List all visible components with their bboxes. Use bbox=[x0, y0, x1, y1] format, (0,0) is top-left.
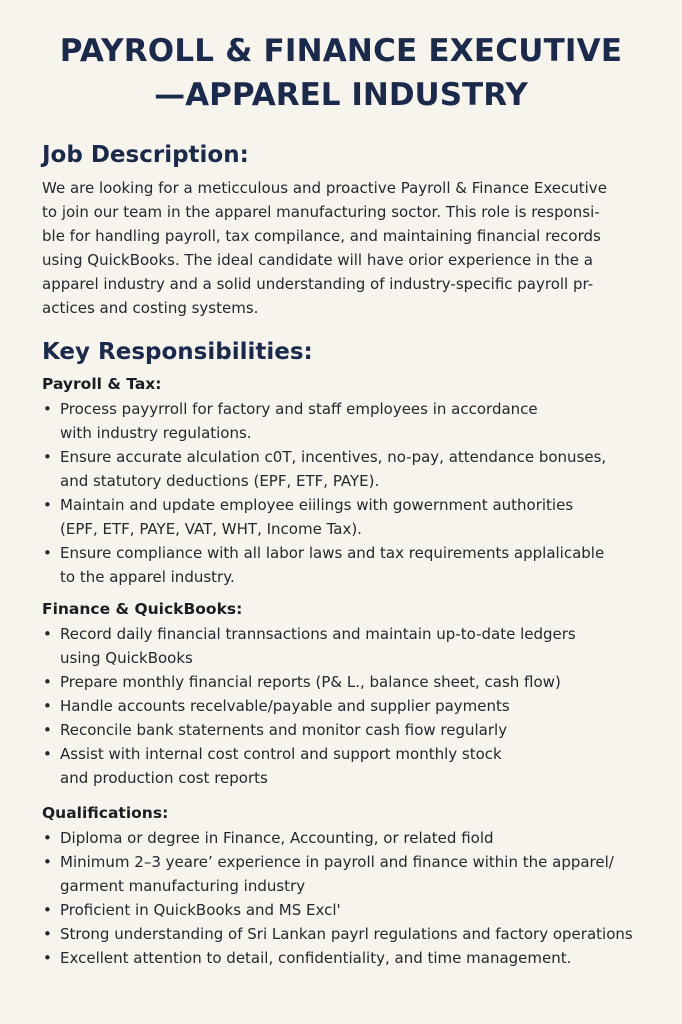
list-item bbox=[42, 718, 672, 742]
list-item-line: (EPF, ETF, PAYE, VAT, WHT, Income Tax). bbox=[60, 520, 362, 538]
job-description-heading: Job Description: bbox=[42, 142, 249, 168]
list-item bbox=[42, 694, 672, 718]
list-item bbox=[42, 622, 672, 670]
job-description-line: using QuickBooks. The ideal candidate will have orior experience in the a bbox=[42, 251, 593, 269]
list-item-line: • Maintain and update employee eiilings with gowernment authorities bbox=[60, 496, 574, 514]
list-item-line: and production cost reports bbox=[60, 769, 268, 787]
list-item-line: • Minimum 2–3 yeare’ experience in payroll and finance within the apparel/ bbox=[60, 853, 614, 871]
job-description-text bbox=[42, 176, 642, 320]
list-item bbox=[42, 670, 672, 694]
list-item-line: • Assist with internal cost control and support monthly stock bbox=[60, 745, 502, 763]
list-item-line: • Ensure accurate alculation c0T, incentives, no-pay, attendance bonuses, bbox=[60, 448, 607, 466]
list-item-line: • Record daily financial trannsactions and maintain up-to-date ledgers bbox=[60, 625, 576, 643]
job-title-line-2: —APPAREL INDUSTRY bbox=[154, 77, 528, 113]
list-item-line: • Diploma or degree in Finance, Accounting, or related fiold bbox=[60, 829, 494, 847]
list-item-line: • Excellent attention to detail, confidentiality, and time management. bbox=[60, 949, 572, 967]
list-item-line: with industry regulations. bbox=[60, 424, 252, 442]
key-responsibilities-heading: Key Responsibilities: bbox=[42, 339, 313, 365]
list-item-line: • Reconcile bank staternents and monitor cash fiow regularly bbox=[60, 721, 508, 739]
job-description-line: to join our team in the apparel manufacturing soctor. This role is responsi- bbox=[42, 203, 600, 221]
list-item-line: using QuickBooks bbox=[60, 649, 193, 667]
finance-quickbooks-heading: Finance & QuickBooks: bbox=[42, 600, 243, 618]
list-item-line: • Strong understanding of Sri Lankan payrl regulations and factory operations bbox=[60, 925, 633, 943]
job-title-line-1: PAYROLL & FINANCE EXECUTIVE bbox=[59, 33, 623, 69]
list-item-line: • Handle accounts recelvable/payable and supplier payments bbox=[60, 697, 510, 715]
job-description-line: ble for handling payroll, tax compilance, and maintaining financial records bbox=[42, 227, 601, 245]
qualifications-list bbox=[42, 826, 672, 970]
list-item bbox=[42, 742, 672, 790]
qualifications-heading: Qualifications: bbox=[42, 804, 169, 822]
job-title bbox=[0, 30, 682, 116]
job-description-line: We are looking for a meticculous and proactive Payroll & Finance Executive bbox=[42, 179, 607, 197]
list-item bbox=[42, 541, 672, 589]
list-item bbox=[42, 445, 672, 493]
payroll-tax-heading: Payroll & Tax: bbox=[42, 375, 162, 393]
list-item-line: • Ensure compliance with all labor laws and tax requirements applalicable bbox=[60, 544, 605, 562]
list-item-line: garment manufacturing industry bbox=[60, 877, 306, 895]
job-description-line: apparel industry and a solid understanding of industry-specific payroll pr- bbox=[42, 275, 594, 293]
list-item bbox=[42, 922, 672, 946]
list-item bbox=[42, 397, 672, 445]
list-item bbox=[42, 898, 672, 922]
list-item bbox=[42, 493, 672, 541]
list-item bbox=[42, 946, 672, 970]
list-item-line: • Proficient in QuickBooks and MS Excl' bbox=[60, 901, 341, 919]
list-item-line: and statutory deductions (EPF, ETF, PAYE). bbox=[60, 472, 380, 490]
finance-quickbooks-list bbox=[42, 622, 672, 790]
list-item bbox=[42, 826, 672, 850]
payroll-tax-list bbox=[42, 397, 672, 589]
list-item-line: to the apparel industry. bbox=[60, 568, 235, 586]
list-item bbox=[42, 850, 672, 898]
list-item-line: • Process payyrroll for factory and staff employees in accordance bbox=[60, 400, 538, 418]
list-item-line: • Prepare monthly financial reports (P& L., balance sheet, cash flow) bbox=[60, 673, 561, 691]
job-description-line: actices and costing systems. bbox=[42, 299, 259, 317]
